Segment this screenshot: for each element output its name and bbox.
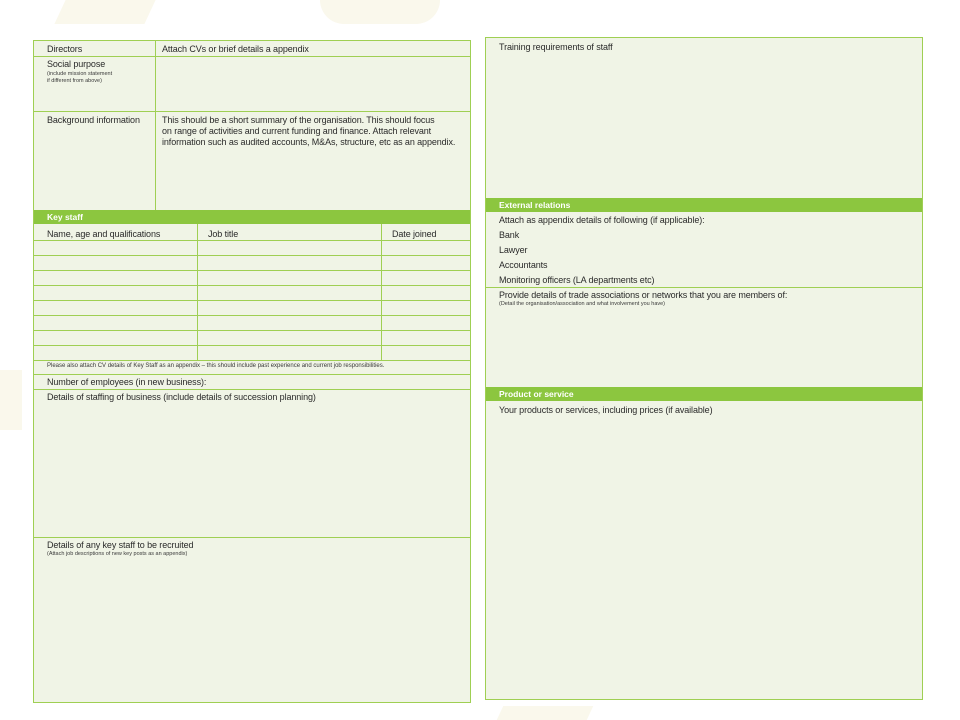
background-decoration — [320, 0, 440, 24]
directors-value: Attach CVs or brief details a appendix — [162, 44, 309, 54]
background-info-label: Background information — [47, 115, 140, 125]
background-info-line3: information such as audited accounts, M&As, structure, etc as an appendix. — [162, 137, 456, 147]
external-item-monitoring: Monitoring officers (LA departments etc) — [499, 275, 655, 285]
background-decoration — [0, 370, 22, 430]
external-intro: Attach as appendix details of following (if applicable): — [499, 215, 705, 225]
right-form-page — [485, 37, 923, 700]
key-staff-note: Please also attach CV details of Key Staff as an appendix – this should include past experience and current job responsibilities. — [47, 363, 385, 369]
staffing-details-label: Details of staffing of business (include details of succession planning) — [47, 392, 316, 402]
table-row — [34, 360, 470, 361]
background-info-line1: This should be a short summary of the organisation. This should focus — [162, 115, 435, 125]
number-of-employees-label: Number of employees (in new business): — [47, 377, 207, 387]
external-item-bank: Bank — [499, 230, 520, 240]
recruit-note: (Attach job descriptions of new key posts as an appendix) — [47, 551, 188, 557]
external-item-accountants: Accountants — [499, 260, 548, 270]
table-row — [34, 330, 470, 331]
key-staff-band: Key staff — [34, 210, 470, 224]
table-row — [34, 345, 470, 346]
left-form-page — [33, 40, 471, 703]
products-services-label: Your products or services, including prices (if available) — [499, 405, 713, 415]
trade-associations-note: (Detail the organisation/association and what involvement you have) — [499, 301, 666, 307]
training-requirements-label: Training requirements of staff — [499, 42, 613, 52]
recruit-label: Details of any key staff to be recruited — [47, 540, 194, 550]
table-row — [34, 315, 470, 316]
col-name-age-qualifications: Name, age and qualifications — [47, 229, 161, 239]
background-decoration — [497, 706, 594, 720]
background-info-line2: on range of activities and current funding and finance. Attach relevant — [162, 126, 432, 136]
directors-label: Directors — [47, 44, 83, 54]
external-relations-band: External relations — [486, 198, 922, 212]
key-staff-table-rows — [34, 240, 470, 360]
trade-associations-label: Provide details of trade associations or networks that you are members of: — [499, 290, 788, 300]
table-row — [34, 300, 470, 301]
social-purpose-note-line1: (include mission statement — [47, 71, 113, 77]
social-purpose-note-line2: if different from above) — [47, 78, 102, 84]
external-item-lawyer: Lawyer — [499, 245, 528, 255]
product-service-band: Product or service — [486, 387, 922, 401]
background-decoration — [54, 0, 155, 24]
table-row — [34, 285, 470, 286]
table-row — [34, 270, 470, 271]
social-purpose-label: Social purpose — [47, 59, 106, 69]
col-job-title: Job title — [208, 229, 239, 239]
table-row — [34, 255, 470, 256]
col-date-joined: Date joined — [392, 229, 437, 239]
